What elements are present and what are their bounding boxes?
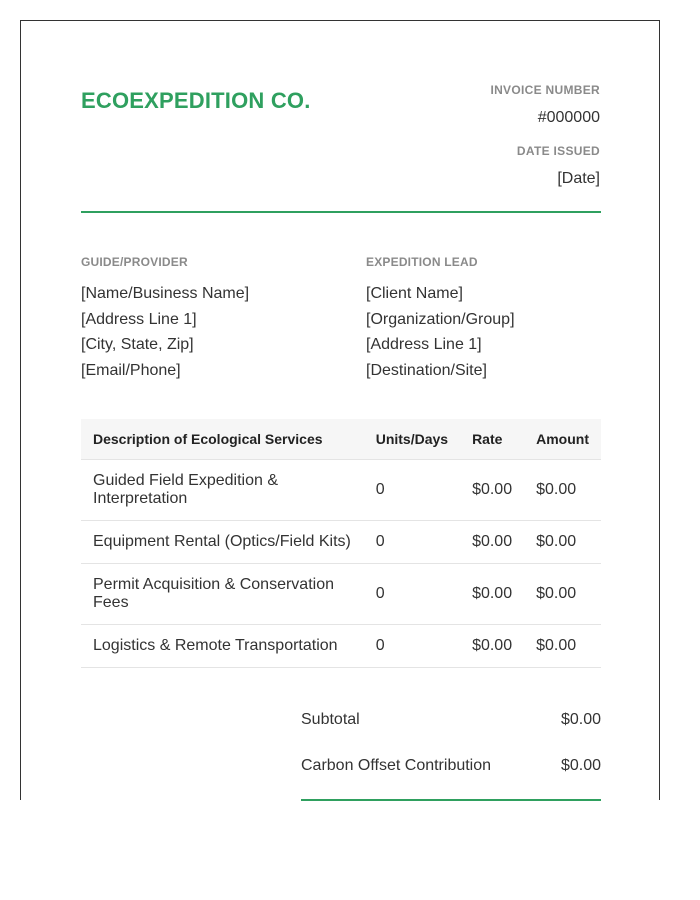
- provider-block: [81, 255, 341, 383]
- row-description: Guided Field Expedition & Interpretation: [81, 460, 364, 521]
- subtotal-value: $0.00: [560, 711, 601, 728]
- row-description: Equipment Rental (Optics/Field Kits): [81, 521, 364, 564]
- header-amount: Amount: [524, 419, 601, 460]
- services-table: [81, 419, 601, 668]
- table-row: [81, 564, 601, 625]
- carbon-offset-row: [301, 757, 601, 803]
- invoice-meta: [490, 83, 600, 205]
- header-divider: [81, 211, 601, 213]
- row-units: 0: [364, 625, 460, 668]
- lead-label: EXPEDITION LEAD: [366, 255, 478, 269]
- subtotal-label: Subtotal: [301, 711, 360, 728]
- row-amount: $0.00: [524, 521, 601, 564]
- header-units: Units/Days: [364, 419, 460, 460]
- subtotal-row: [301, 711, 601, 757]
- row-units: 0: [364, 564, 460, 625]
- provider-city: [City, State, Zip]: [81, 336, 194, 353]
- provider-name: [Name/Business Name]: [81, 285, 250, 302]
- lead-organization: [Organization/Group]: [366, 310, 515, 328]
- provider-contact: [Email/Phone]: [81, 361, 181, 379]
- lead-client-name: [Client Name]: [366, 285, 463, 302]
- company-name: ECOEXPEDITION CO.: [81, 88, 311, 113]
- invoice-number: #000000: [537, 109, 600, 126]
- carbon-offset-label: Carbon Offset Contribution: [301, 757, 492, 774]
- row-rate: $0.00: [460, 564, 524, 625]
- row-amount: $0.00: [524, 625, 601, 668]
- totals-block: [301, 711, 601, 803]
- lead-destination: [Destination/Site]: [366, 361, 487, 379]
- row-units: 0: [364, 460, 460, 521]
- row-amount: $0.00: [524, 564, 601, 625]
- table-row: [81, 521, 601, 564]
- carbon-offset-value: $0.00: [560, 757, 601, 774]
- row-description: Permit Acquisition & Conservation Fees: [81, 564, 364, 625]
- provider-address: [Address Line 1]: [81, 310, 197, 328]
- lead-address: [Address Line 1]: [366, 336, 482, 353]
- table-row: [81, 625, 601, 668]
- header-rate: Rate: [460, 419, 524, 460]
- provider-label: GUIDE/PROVIDER: [81, 255, 188, 269]
- row-amount: $0.00: [524, 460, 601, 521]
- totals-divider: [301, 799, 601, 801]
- row-rate: $0.00: [460, 521, 524, 564]
- date-issued: [Date]: [557, 170, 600, 187]
- row-rate: $0.00: [460, 625, 524, 668]
- header-description: Description of Ecological Services: [81, 419, 364, 460]
- row-units: 0: [364, 521, 460, 564]
- row-description: Logistics & Remote Transportation: [81, 625, 364, 668]
- lead-block: [366, 255, 626, 383]
- table-header-row: [81, 419, 601, 460]
- date-issued-label: DATE ISSUED: [516, 144, 600, 158]
- row-rate: $0.00: [460, 460, 524, 521]
- invoice-number-label: INVOICE NUMBER: [490, 83, 600, 97]
- invoice-sheet: [20, 20, 660, 800]
- table-row: [81, 460, 601, 521]
